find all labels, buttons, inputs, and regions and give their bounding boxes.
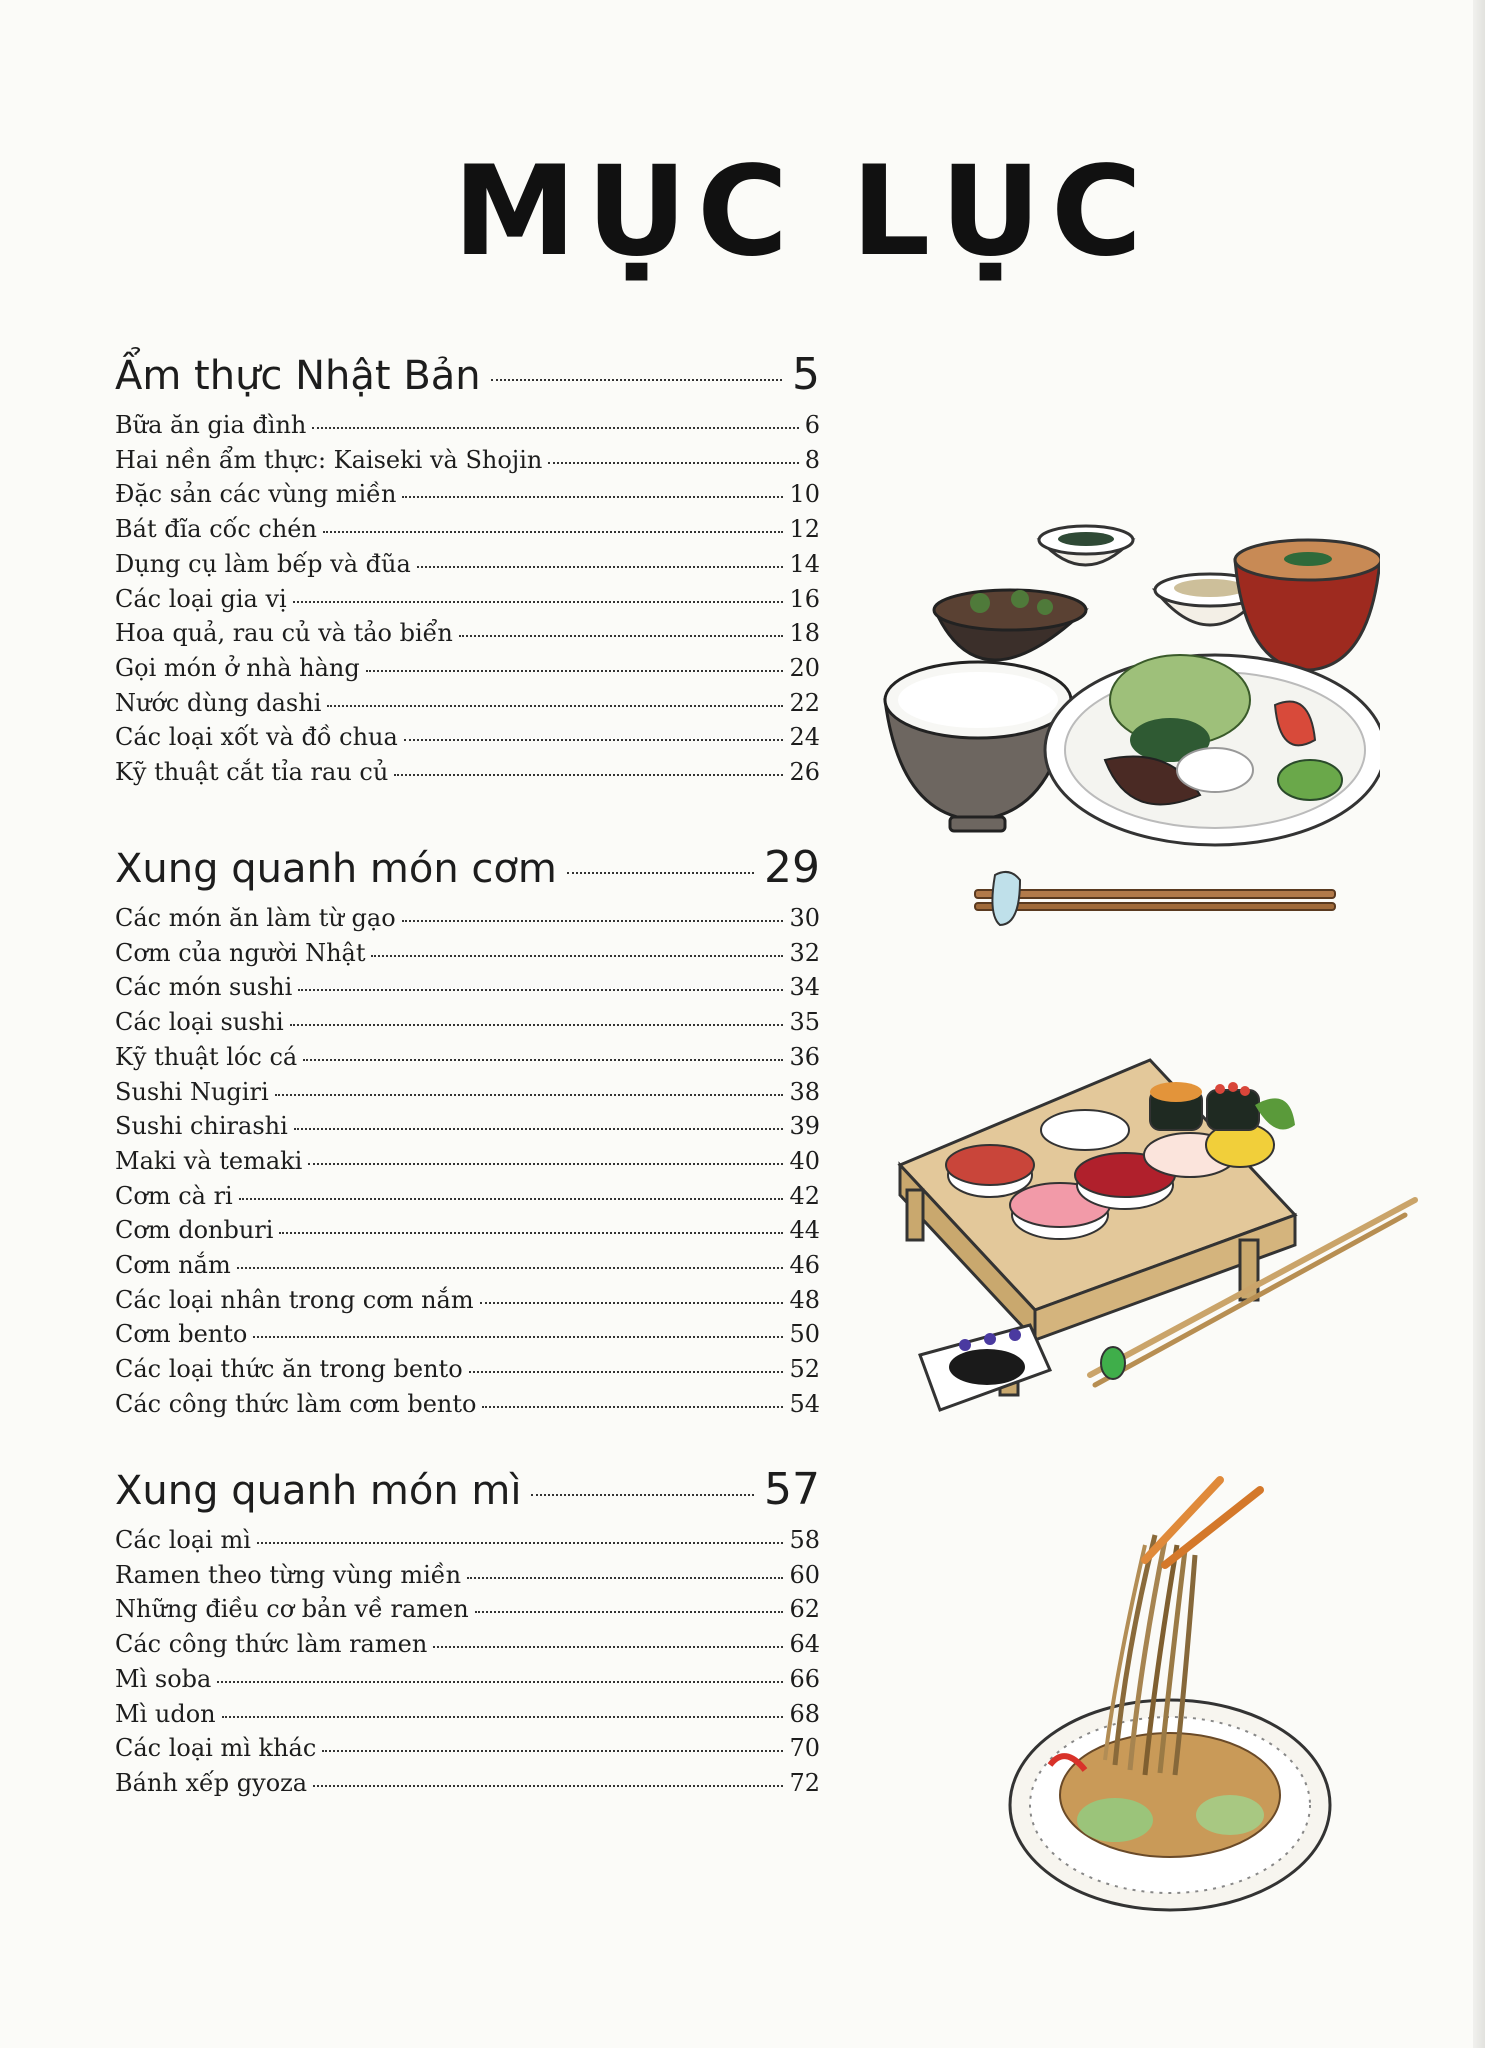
toc-entry[interactable] (115, 1317, 820, 1352)
entry-page-number: 14 (789, 549, 820, 578)
entry-page-number: 68 (789, 1699, 820, 1728)
dot-leader (217, 1681, 783, 1683)
entry-title: Các loại xốt và đồ chua (115, 723, 398, 752)
toc-entry[interactable] (115, 1109, 820, 1144)
toc-entry[interactable] (115, 1592, 820, 1627)
dot-leader (237, 1267, 784, 1269)
dot-leader (313, 1785, 783, 1787)
dot-leader (303, 1059, 783, 1061)
entry-page-number: 39 (789, 1112, 820, 1141)
dot-leader (275, 1094, 784, 1096)
toc-entry[interactable] (115, 651, 820, 686)
page-edge (1473, 0, 1485, 2048)
dot-leader (239, 1198, 784, 1200)
entry-page-number: 60 (789, 1560, 820, 1589)
dot-leader (323, 531, 784, 533)
entry-title: Cơm donburi (115, 1216, 274, 1245)
entry-title: Cơm bento (115, 1320, 248, 1349)
dot-leader (279, 1232, 783, 1234)
dot-leader (475, 1611, 784, 1613)
entry-page-number: 36 (789, 1042, 820, 1071)
dot-leader (433, 1646, 783, 1648)
entry-page-number: 8 (804, 445, 820, 474)
dot-leader (567, 872, 754, 874)
entry-title: Nước dùng dashi (115, 688, 322, 717)
entry-page-number: 52 (789, 1355, 820, 1384)
section-page-number: 5 (792, 349, 820, 400)
entry-page-number: 70 (789, 1734, 820, 1763)
section-heading[interactable] (115, 838, 820, 899)
toc-entry[interactable] (115, 443, 820, 478)
entry-page-number: 38 (789, 1077, 820, 1106)
entry-title: Các loại mì khác (115, 1734, 317, 1763)
dot-leader (257, 1542, 784, 1544)
entry-title: Các món ăn làm từ gạo (115, 904, 396, 932)
noodle-plate-icon (1010, 1700, 1330, 1910)
toc-entry[interactable] (115, 408, 820, 443)
dot-leader (327, 705, 783, 707)
page-title: MỤC LỤC (453, 140, 1152, 284)
toc-entry[interactable] (115, 547, 820, 582)
entry-title: Các món sushi (115, 973, 293, 1002)
toc-entry[interactable] (115, 1352, 820, 1387)
entry-title: Bánh xếp gyoza (115, 1768, 308, 1797)
dot-leader (308, 1163, 783, 1165)
main-plate-icon (1045, 655, 1380, 845)
entry-title: Bát đĩa cốc chén (115, 515, 317, 544)
entry-page-number: 34 (789, 973, 820, 1002)
entry-page-number: 46 (789, 1251, 820, 1280)
entry-title: Kỹ thuật lóc cá (115, 1042, 298, 1071)
sushi-board-illustration (895, 1045, 1425, 1425)
entry-title: Các loại sushi (115, 1008, 284, 1037)
entry-title: Bữa ăn gia đình (115, 411, 307, 439)
entry-title: Các loại thức ăn trong bento (115, 1355, 463, 1384)
entry-title: Các công thức làm cơm bento (115, 1389, 477, 1418)
toc-entry[interactable] (115, 1144, 820, 1179)
dot-leader (312, 427, 798, 429)
entry-page-number: 32 (789, 938, 820, 967)
dot-leader (491, 379, 782, 381)
toc-entry[interactable] (115, 1040, 820, 1075)
entry-title: Cơm cà ri (115, 1181, 233, 1210)
entry-title: Mì soba (115, 1664, 212, 1693)
seaweed-bowl-icon (1039, 526, 1133, 565)
section-heading[interactable] (115, 345, 820, 406)
dot-leader (402, 920, 784, 922)
toc-entry[interactable] (115, 1766, 820, 1801)
toc-entry[interactable] (115, 1075, 820, 1110)
entry-title: Ramen theo từng vùng miền (115, 1560, 462, 1589)
dot-leader (469, 1371, 784, 1373)
dot-leader (417, 566, 784, 568)
entry-page-number: 30 (789, 904, 820, 932)
entry-page-number: 22 (789, 688, 820, 717)
entry-page-number: 6 (804, 411, 820, 439)
toc-entry[interactable] (115, 1387, 820, 1422)
entry-page-number: 42 (789, 1181, 820, 1210)
entry-title: Gọi món ở nhà hàng (115, 653, 360, 682)
dot-leader (322, 1750, 783, 1752)
section-page-number: 29 (764, 842, 820, 893)
entry-title: Các loại mì (115, 1526, 251, 1554)
entry-title: Mì udon (115, 1699, 216, 1728)
dot-leader (548, 462, 798, 464)
entry-title: Sushi Nugiri (115, 1077, 269, 1106)
dot-leader (293, 601, 784, 603)
soy-sauce-dish-icon (920, 1325, 1050, 1410)
entry-title: Những điều cơ bản về ramen (115, 1595, 469, 1624)
toc-entry[interactable] (115, 1283, 820, 1318)
toc-section-2 (115, 838, 820, 1422)
entry-title: Các loại nhân trong cơm nắm (115, 1285, 474, 1314)
dot-leader (253, 1336, 783, 1338)
dot-leader (480, 1302, 784, 1304)
entry-title: Cơm của người Nhật (115, 938, 366, 967)
toc-entry[interactable] (115, 1005, 820, 1040)
toc-entry[interactable] (115, 512, 820, 547)
entry-title: Các loại gia vị (115, 584, 287, 613)
entry-title: Hai nền ẩm thực: Kaiseki và Shojin (115, 445, 543, 474)
entry-title: Kỹ thuật cắt tỉa rau củ (115, 758, 389, 787)
toc-entry[interactable] (115, 686, 820, 721)
entry-page-number: 40 (789, 1146, 820, 1175)
dot-leader (366, 670, 784, 672)
entry-title: Các công thức làm ramen (115, 1630, 428, 1659)
toc-entry[interactable] (115, 901, 820, 936)
dot-leader (394, 774, 783, 776)
entry-page-number: 50 (789, 1320, 820, 1349)
toc-entry[interactable] (115, 616, 820, 651)
entry-page-number: 66 (789, 1664, 820, 1693)
section-title: Ẩm thực Nhật Bản (115, 353, 481, 399)
set-meal-illustration (870, 495, 1380, 945)
dot-leader (531, 1494, 754, 1496)
toc-entry[interactable] (115, 1662, 820, 1697)
toc-entry[interactable] (115, 1627, 820, 1662)
toc-entry[interactable] (115, 1697, 820, 1732)
section-title: Xung quanh món mì (115, 1468, 522, 1514)
toc-entry[interactable] (115, 1731, 820, 1766)
entry-page-number: 24 (789, 723, 820, 752)
dot-leader (402, 496, 783, 498)
dot-leader (482, 1406, 783, 1408)
entry-page-number: 26 (789, 758, 820, 787)
toc-entry[interactable] (115, 1558, 820, 1593)
dot-leader (294, 1128, 784, 1130)
entry-title: Cơm nắm (115, 1251, 231, 1280)
toc-entry[interactable] (115, 720, 820, 755)
toc-entry[interactable] (115, 970, 820, 1005)
dot-leader (467, 1577, 783, 1579)
toc-section-3 (115, 1460, 820, 1801)
rice-bowl-icon (885, 662, 1071, 831)
entry-title: Sushi chirashi (115, 1112, 288, 1141)
toc-section-1 (115, 345, 820, 790)
side-dish-bowl-icon (934, 590, 1086, 660)
toc-entry[interactable] (115, 1213, 820, 1248)
entry-page-number: 18 (789, 619, 820, 648)
section-heading[interactable] (115, 1460, 820, 1521)
entry-title: Maki và temaki (115, 1146, 303, 1175)
entry-title: Hoa quả, rau củ và tảo biển (115, 619, 453, 648)
miso-soup-bowl-icon (1235, 540, 1380, 670)
entry-page-number: 16 (789, 584, 820, 613)
entry-page-number: 10 (789, 480, 820, 509)
toc-entry[interactable] (115, 582, 820, 617)
toc-entry[interactable] (115, 1523, 820, 1558)
entry-title: Đặc sản các vùng miền (115, 480, 397, 509)
entry-page-number: 58 (789, 1526, 820, 1554)
dot-leader (298, 989, 783, 991)
toc-entry[interactable] (115, 1179, 820, 1214)
toc-entry[interactable] (115, 755, 820, 790)
entry-title: Dụng cụ làm bếp và đũa (115, 549, 411, 578)
entry-page-number: 20 (789, 653, 820, 682)
section-page-number: 57 (764, 1464, 820, 1515)
dot-leader (404, 739, 784, 741)
entry-page-number: 12 (789, 515, 820, 544)
entry-page-number: 54 (789, 1389, 820, 1418)
entry-page-number: 62 (789, 1595, 820, 1624)
entry-page-number: 64 (789, 1630, 820, 1659)
entry-page-number: 48 (789, 1285, 820, 1314)
toc-entry[interactable] (115, 1248, 820, 1283)
section-title: Xung quanh món cơm (115, 846, 557, 892)
entry-page-number: 44 (789, 1216, 820, 1245)
dot-leader (222, 1716, 784, 1718)
dot-leader (290, 1024, 784, 1026)
entry-page-number: 72 (789, 1768, 820, 1797)
toc-entry[interactable] (115, 936, 820, 971)
dot-leader (459, 635, 784, 637)
toc-entry[interactable] (115, 477, 820, 512)
chopsticks-icon (975, 872, 1335, 925)
noodle-plate-illustration (1005, 1475, 1350, 1925)
dot-leader (371, 955, 783, 957)
entry-page-number: 35 (789, 1008, 820, 1037)
